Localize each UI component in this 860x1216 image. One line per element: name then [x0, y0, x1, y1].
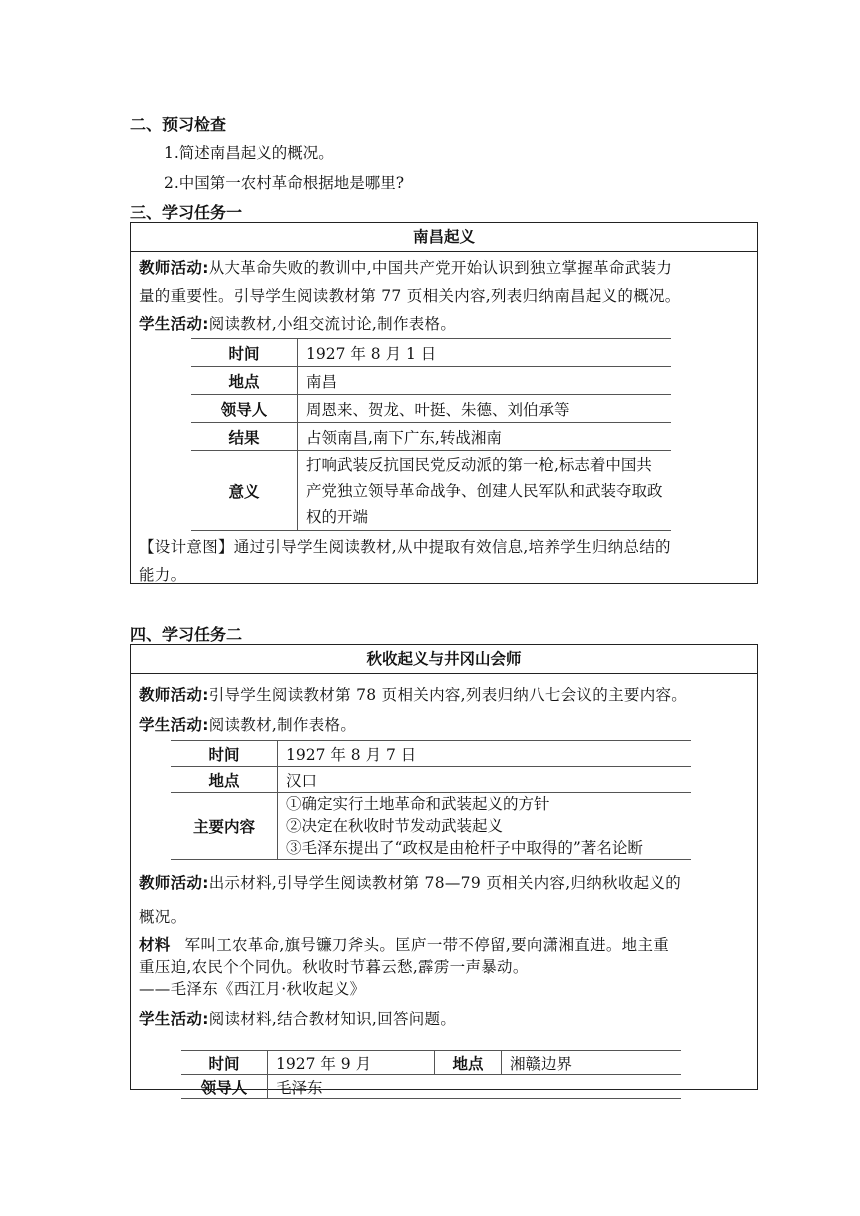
section-heading-preview: 二、预习检查: [130, 115, 227, 134]
table-value-time: 1927 年 8 月 1 日: [298, 339, 672, 367]
table-row: [181, 1075, 681, 1099]
teacher-activity-label: 教师活动:: [139, 686, 209, 704]
student-activity-text: 阅读材料,结合教材知识,回答问题。: [208, 1010, 457, 1028]
student-activity-text: 阅读教材,制作表格。: [208, 716, 357, 734]
table-key-place: 地点: [191, 367, 298, 395]
design-intent-line-1: 【设计意图】通过引导学生阅读教材,从中提取有效信息,培养学生归纳总结的: [139, 538, 671, 556]
task2-material: [131, 934, 757, 1000]
table-row: [191, 451, 671, 531]
table-key-leader: 领导人: [181, 1075, 268, 1099]
material-source: ——毛泽东《西江月·秋收起义》: [139, 980, 366, 998]
teacher-activity-text-cont: 量的重要性。引导学生阅读教材第 77 页相关内容,列表归纳南昌起义的概况。: [139, 287, 681, 305]
table-row: [181, 1051, 681, 1075]
teacher-activity-text: 引导学生阅读教材第 78 页相关内容,列表归纳八七会议的主要内容。: [208, 686, 688, 704]
table-row: [191, 423, 671, 451]
table-row: [191, 395, 671, 423]
design-intent-line-2: 能力。: [139, 566, 187, 584]
preview-question-1: 1.简述南昌起义的概况。: [164, 144, 334, 162]
table-value-time: 1927 年 9 月: [268, 1051, 435, 1075]
table-value-time: 1927 年 8 月 7 日: [278, 741, 692, 767]
material-line-2: 重压迫,农民个个同仇。秋收时节暮云愁,霹雳一声暴动。: [139, 958, 529, 976]
table-key-result: 结果: [191, 423, 298, 451]
table-value-leaders: 周恩来、贺龙、叶挺、朱德、刘伯承等: [298, 395, 672, 423]
task2-box: [130, 644, 758, 1097]
table-key-place: 地点: [171, 767, 278, 793]
task2-teacher-activity-2: [131, 860, 757, 934]
table-key-time: 时间: [181, 1051, 268, 1075]
table-value-place: 南昌: [298, 367, 672, 395]
table-row: [171, 767, 691, 793]
teacher-activity-text: 从大革命失败的教训中,中国共产党开始认识到独立掌握革命武装力: [208, 259, 673, 277]
section-heading-task1: 三、学习任务一: [130, 203, 243, 222]
task2-teacher-activity: [131, 674, 757, 740]
content-line-3: ③毛泽东提出了“政权是由枪杆子中取得的”著名论断: [286, 839, 643, 857]
task1-box: [130, 222, 758, 584]
teacher-activity-label: 教师活动:: [139, 259, 209, 277]
table-value-result: 占领南昌,南下广东,转战湘南: [298, 423, 672, 451]
table-value-place: 湘赣边界: [502, 1051, 682, 1075]
section-heading-task2: 四、学习任务二: [130, 625, 243, 644]
nanchang-table: [191, 338, 671, 531]
student-activity-label: 学生活动:: [139, 1010, 209, 1028]
table-key-content: 主要内容: [171, 793, 278, 860]
table-value-place: 汉口: [278, 767, 692, 793]
table-key-time: 时间: [191, 339, 298, 367]
table-row: [171, 741, 691, 767]
table-row: [171, 793, 691, 860]
table-value-content: [278, 793, 692, 860]
table-key-place: 地点: [435, 1051, 502, 1075]
table-row: [191, 367, 671, 395]
meaning-line-1: 打响武装反抗国民党反动派的第一枪,标志着中国共: [306, 455, 652, 474]
teacher-activity-text: 出示材料,引导学生阅读教材第 78—79 页相关内容,归纳秋收起义的: [208, 874, 682, 892]
bayi-meeting-table: [171, 740, 691, 860]
content-line-2: ②决定在秋收时节发动武装起义: [286, 817, 504, 835]
table-key-time: 时间: [171, 741, 278, 767]
content-line-1: ①确定实行土地革命和武装起义的方针: [286, 795, 550, 813]
task1-design-intent: [131, 531, 757, 589]
table-row: [191, 339, 671, 367]
meaning-line-3: 权的开端: [306, 507, 369, 526]
student-activity-text: 阅读教材,小组交流讨论,制作表格。: [208, 315, 457, 333]
preview-question-2: 2.中国第一农村革命根据地是哪里?: [164, 174, 405, 192]
table-key-meaning: 意义: [191, 451, 298, 531]
task1-title: 南昌起义: [131, 223, 757, 252]
table-value-meaning: [298, 451, 672, 531]
autumn-harvest-table: [181, 1050, 681, 1099]
teacher-activity-text-cont: 概况。: [139, 908, 187, 926]
task2-title: 秋收起义与井冈山会师: [131, 645, 757, 674]
material-label: 材料: [139, 936, 171, 954]
teacher-activity-label: 教师活动:: [139, 874, 209, 892]
task2-student-activity-2: [131, 1000, 757, 1034]
table-key-leaders: 领导人: [191, 395, 298, 423]
student-activity-label: 学生活动:: [139, 315, 209, 333]
task1-teacher-activity: [131, 252, 757, 338]
material-line-1: 军叫工农革命,旗号镰刀斧头。匡庐一带不停留,要向潇湘直进。地主重: [184, 936, 670, 954]
meaning-line-2: 产党独立领导革命战争、创建人民军队和武装夺取政: [306, 481, 663, 500]
table-value-leader: 毛泽东: [268, 1075, 682, 1099]
student-activity-label: 学生活动:: [139, 716, 209, 734]
